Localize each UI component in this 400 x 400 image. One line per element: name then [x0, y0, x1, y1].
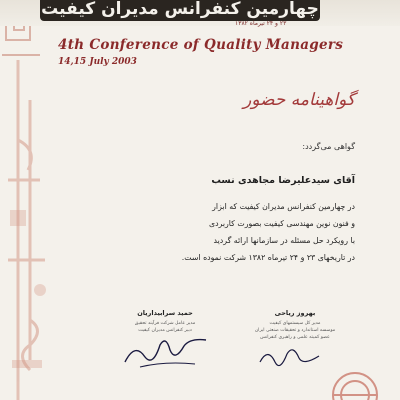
- right-role-line-1: مدیر کل سیستمهای کیفیت: [269, 321, 321, 326]
- persian-conference-date: ۲۳ و ۲۴ تیرماه ۱۳۸۲: [235, 20, 287, 27]
- certificate-title: گواهینامه حضور: [243, 90, 355, 110]
- certify-line: گواهی می‌گردد:: [302, 142, 355, 151]
- right-signatory-role: [235, 320, 355, 341]
- body-line-3: با رویکرد حل مسئله در سازمانها ارائه گردید: [213, 236, 355, 245]
- left-role-line-1: مدیر عامل شرکت فرآیند تحقیق: [134, 321, 196, 326]
- right-role-line-2: موسسه استاندارد و تحقیقات صنعتی ایران: [254, 328, 336, 333]
- body-line-1: در چهارمین کنفرانس مدیران کیفیت که ابزار: [212, 202, 355, 211]
- english-conference-date: 14,15 July 2003: [58, 57, 137, 67]
- left-signature: [120, 332, 210, 372]
- body-line-4: در تاریخهای ۲۳ و ۲۴ تیرماه ۱۳۸۲ شرکت نموده است.: [181, 253, 355, 262]
- persian-conference-title: چهارمین کنفرانس مدیران کیفیت: [40, 0, 320, 21]
- recipient-name: آقای سیدعلیرضا مجاهدی نسب: [211, 175, 355, 186]
- body-line-2: و فنون نوین مهندسی کیفیت بصورت کاربردی: [208, 219, 355, 228]
- left-signatory-name: حمید سرابیداریان: [137, 309, 193, 317]
- right-role-line-3: عضو کمیته علمی و راهبری کنفرانس: [260, 335, 330, 340]
- english-conference-title: 4th Conference of Quality Managers: [58, 37, 344, 53]
- right-signatory-name: بهروز ریاحی: [274, 309, 316, 317]
- seal-ornament: [325, 365, 385, 400]
- left-role-line-2: دبیر کنفرانس مدیران کیفیت: [138, 328, 192, 333]
- left-ornament: [0, 60, 60, 400]
- right-signature: [255, 342, 325, 372]
